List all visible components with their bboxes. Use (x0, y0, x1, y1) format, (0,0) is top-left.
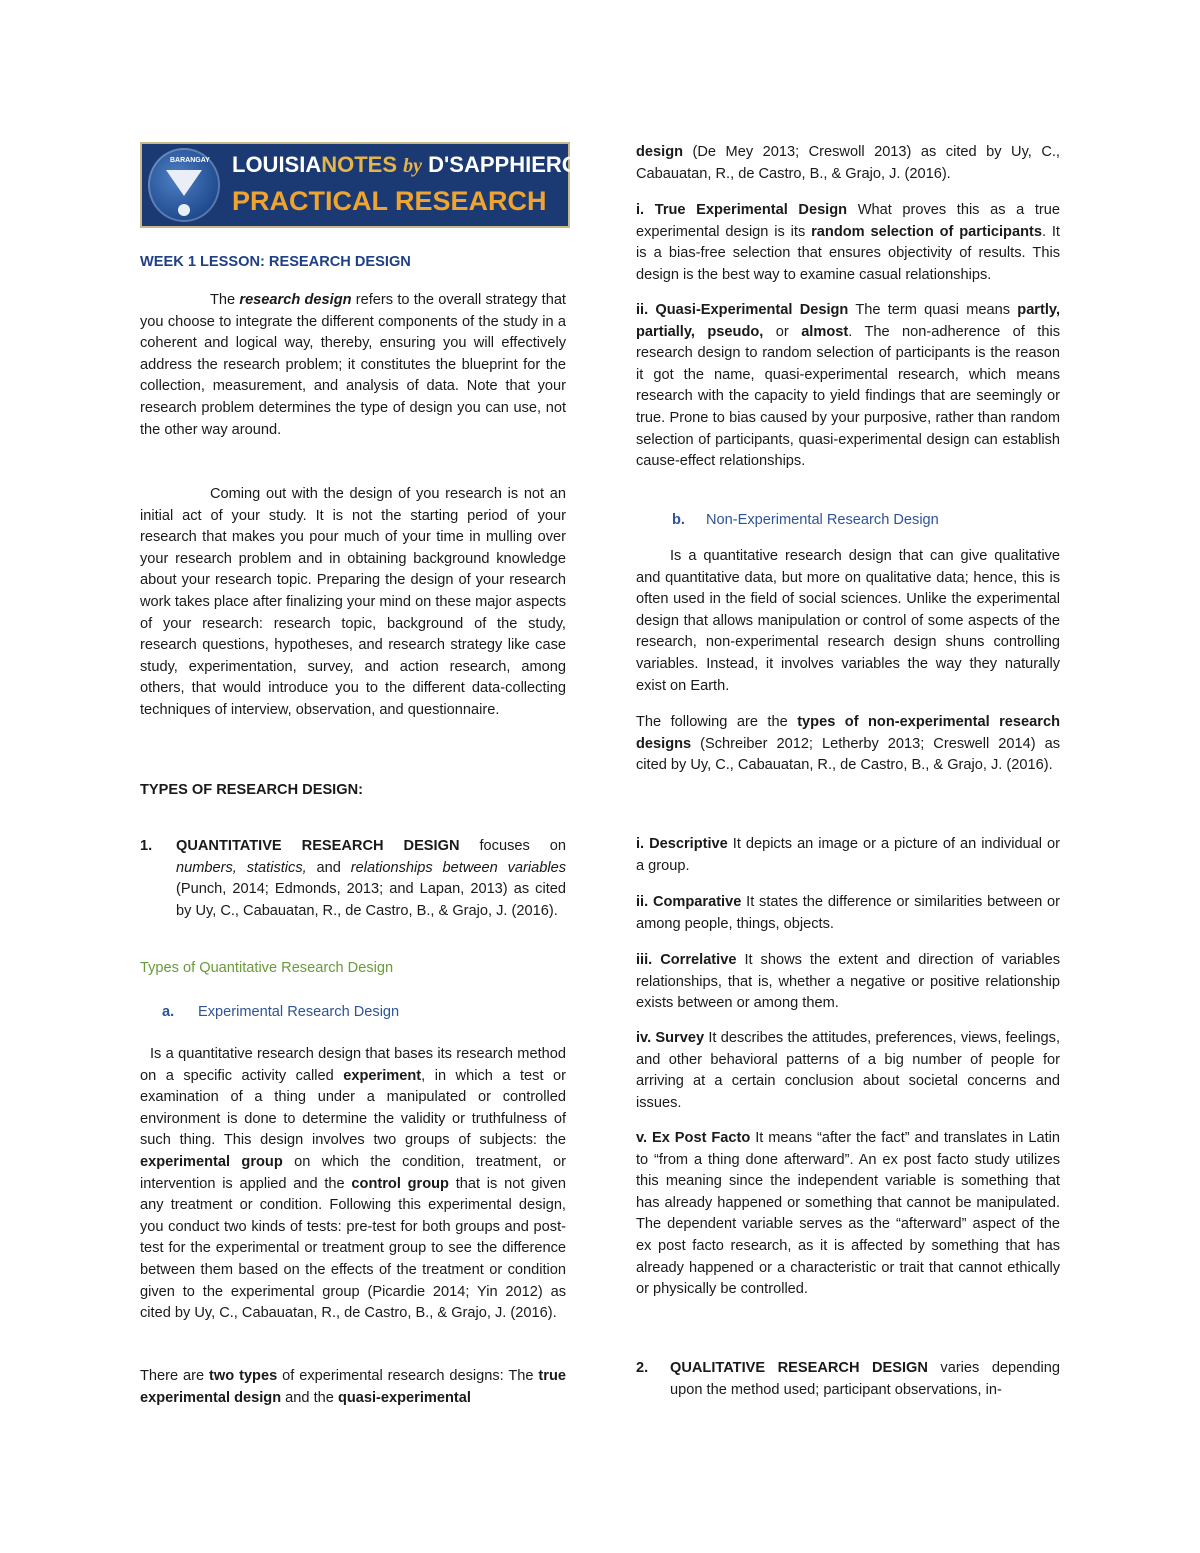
paragraph-experimental: Is a quantitative research design that bases its research method on a specific activity called experiment, in which a test or examination of a thing under a manipulated or controlled environment is done to determine the validity or truthfulness of such thing. This design involves two groups of subjects: the experimental group on which the condition, treatment, or intervention is applied and the control group that is not given any treatment or condition. Following this experimental design, you conduct two kinds of tests: pre-test for both groups and post-test for the experimental or treatment group to see the difference between them based on the effects of the treatment or condition given to the experimental group (Picardie 2014; Yin 2012) as cited by Uy, C., Cabauatan, R., de Castro, B., & Grajo, J. (2016). (140, 1046, 567, 1322)
paragraph-coming-out: Coming out with the design of you research is not an initial act of your study. It is not the starting period of your research that makes you pour much of your time in mulling over your research problem and in obtaining background knowledge about your research topic. Preparing the design of your research work takes place after finalizing your mind on these major aspects of your research: research topic, background of the study, research questions, hypotheses, and research strategy like case study, experimentation, survey, and action research, among others, that would introduce you to the different data-collecting techniques of interview, observation, and questionnaire. (140, 486, 566, 718)
item-quantitative-text: QUANTITATIVE RESEARCH DESIGN focuses on numbers, statistics, and relationships between variables (Punch, 2014; Edmonds, 2013; and Lapan, 2013) as cited by Uy, C., Cabauatan, R., de Castro, B., & Grajo, J. (2016). (176, 838, 567, 919)
paragraph-quasi-experimental: ii. Quasi-Experimental Design The term quasi means partly, partially, pseudo, or almost. The non-adherence of this research design to random selection of participants is the reason it got the name, quasi-experimental research, which means research with the capacity to yield findings that are seemingly or true. Prone to bias caused by your purposive, rather than random selection of participants, quasi-experimental design can establish cause-effect relationships. (636, 302, 1060, 470)
item-qualitative (636, 1358, 1060, 1401)
logo-dot-icon (178, 204, 190, 216)
paragraph-continued: design (De Mey 2013; Creswoll 2013) as cited by Uy, C., Cabauatan, R., de Castro, B., & Grajo, J. (2016). (636, 144, 1060, 182)
paragraph-two-types: There are two types of experimental research designs: The true experimental design and the quasi-experimental (140, 1368, 566, 1406)
logo-triangle-icon (166, 170, 202, 196)
paragraph-intro: The research design refers to the overall strategy that you choose to integrate the different components of the study in a coherent and logical way, thereby, ensuring you will effectively address the research problem; it constitutes the blueprint for the collection, measurement, and analysis of data. Note that your research problem determines the type of design you can use, not the other way around. (140, 292, 566, 438)
document-page: BARANGAY LOUISIANOTES by D'SAPPHIEROS PRACTICAL RESEARCH WEEK 1 LESSON: RESEARCH DESIGN The research design refers to the overall strategy that you choose to integrate the different components of the study in a coherent and logical way, thereby, ensuring you will effectively address the research problem; it constitutes the blueprint for the collection, measurement, and analysis of data. Note that your research problem determines the type of design you can use, not the other way around. Coming out with the design of you research is not an initial act of your study. It is not the starting period of your research that makes you pour much of your time in mulling over your research problem and in obtaining background knowledge about your research topic. Preparing the design of your research work takes place after finalizing your mind on these major aspects of your research: research topic, background of the study, research questions, hypotheses, and research strategy like case study, experimentation, survey, and action research, among others, that would introduce you to the different data-collecting techniques of interview, observation, and questionnaire. TYPES OF RESEARCH DESIGN: 1. QUANTITATIVE RESEARCH DESIGN focuses on numbers, statistics, and relationships between variables (Punch, 2014; Edmonds, 2013; and Lapan, 2013) as cited by Uy, C., Cabauatan, R., de Castro, B., & Grajo, J. (2016). Types of Quantitative Research Design a. Experimental Research Design Is a quantitative research design that bases its research method on a specific activity called experiment, in which a test or examination of a thing under a manipulated or controlled environment is done to determine the validity or truthfulness of such thing. This design involves two groups of subjects: the experimental group on which the condition, treatment, or intervention is applied and the control group that is not given any treatment or condition. Following this experimental design, you conduct two kinds of tests: pre-test for both groups and post-test for the experimental or treatment group to see the difference between them based on the effects of the treatment or condition given to the experimental group (Picardie 2014; Yin 2012) as cited by Uy, C., Cabauatan, R., de Castro, B., & Grajo, J. (2016). There are two types of experimental research designs: The true experimental design and the quasi-experimental design (De Mey 2013; Creswoll 2013) as cited by Uy, C., Cabauatan, R., de Castro, B., & Grajo, J. (2016). i. True Experimental Design What proves this as a true experimental design is its random selection of participants. It is a bias-free selection that ensures objectivity of results. This design is the best way to examine casual relationships. ii. Quasi-Experimental Design The term quasi means partly, partially, pseudo, or almost. The non-adherence of this research design to random selection of participants is the reason it got the name, quasi-experimental research, which means research with the capacity to yield findings that are seemingly or true. Prone to bias caused by your purposive, rather than random selection of participants, quasi-experimental design can establish cause-effect relationships. b. Non-Experimental Research Design Is a quantitative research design that can give qualitative and quantitative data, but more on qualitative data; hence, this is often used in the field of social sciences. Unlike the experimental design that allows manipulation or control of some aspects of the research, non-experimental research design shuns controlling variables. Instead, it involves variables the way they naturally exist on Earth. The following are the types of non-experimental research designs (Schreiber 2012; Letherby 2013; Creswell 2014) as cited by Uy, C., Cabauatan, R., de Castro, B., & Grajo, J. (2016). i. Descriptive It depicts an image or a picture of an individual or a group. ii. Comparative It states the difference or similarities between or among people, things, objects. iii. Correlative It shows the extent and direction of variables relationships, that is, whether a negative or positive relationship exists between or among them. iv. Survey It describes the attitudes, preferences, views, feelings, and other behavioral patterns of a big number of people for arriving at a certain conclusion about societal concerns and issues. v. Ex Post Facto It means “after the fact” and translates in Latin to “from a thing done afterward”. An ex post facto study utilizes this meaning since the independent variable is something that has already happened or something that cannot be manipulated. The dependent variable serves as the “afterward” aspect of the ex post facto research, as it is affected by something that has already happened or a characteristic or trait that cannot ethically or physically be controlled. 2. QUALITATIVE RESEARCH DESIGN varies depending upon the method used; participant observations, in- (0, 0, 1200, 1553)
brand-title: LOUISIANOTES by D'SAPPHIEROS (232, 152, 594, 177)
logo-text: BARANGAY (170, 157, 210, 164)
paragraph-following-types: The following are the types of non-experimental research designs (Schreiber 2012; Letherby 2013; Creswell 2014) as cited by Uy, C., Cabauatan, R., de Castro, B., & Grajo, J. (2016). (636, 714, 1060, 774)
paragraph-non-experimental: Is a quantitative research design that can give qualitative and quantitative data, but more on qualitative data; hence, this is often used in the field of social sciences. Unlike the experimental design that allows manipulation or control of some aspects of the research, non-experimental research design shuns controlling variables. Instead, it involves variables the way they naturally exist on Earth. (636, 548, 1060, 694)
type-ex-post-facto: v. Ex Post Facto It means “after the fact” and translates in Latin to “from a thing done afterward”. An ex post facto study utilizes this meaning since the independent variable is something that has already happened or something that cannot be manipulated. The dependent variable serves as the “afterward” aspect of the ex post facto research, as it is affected by something that has already happened or a characteristic or trait that cannot ethically or physically be controlled. (636, 1130, 1060, 1298)
type-correlative: iii. Correlative It shows the extent and direction of variables relationships, that is, whether a negative or positive relationship exists between or among them. (636, 952, 1060, 1012)
item-qualitative-text: QUALITATIVE RESEARCH DESIGN varies depending upon the method used; participant observations, in- (670, 1360, 1060, 1398)
item-quantitative (140, 836, 566, 922)
item-number: 2. (636, 1360, 649, 1376)
lesson-heading: WEEK 1 LESSON: RESEARCH DESIGN (140, 254, 411, 270)
paragraph-true-experimental: i. True Experimental Design What proves this as a true experimental design is its random selection of participants. It is a bias-free selection that ensures objectivity of results. This design is the best way to examine casual relationships. (636, 202, 1060, 283)
item-number: 1. (140, 838, 153, 854)
school-logo (148, 148, 220, 222)
type-descriptive: i. Descriptive It depicts an image or a picture of an individual or a group. (636, 836, 1060, 874)
banner-subtitle: PRACTICAL RESEARCH (232, 186, 547, 216)
quantitative-types-heading: Types of Quantitative Research Design (140, 960, 394, 976)
types-heading: TYPES OF RESEARCH DESIGN: (140, 782, 363, 798)
header-banner (140, 142, 594, 228)
type-comparative: ii. Comparative It states the difference or similarities between or among people, things, objects. (636, 894, 1060, 932)
type-survey: iv. Survey It describes the attitudes, preferences, views, feelings, and other behavioral patterns of a big number of people for arriving at a certain conclusion about societal concerns and issues. (636, 1030, 1061, 1111)
